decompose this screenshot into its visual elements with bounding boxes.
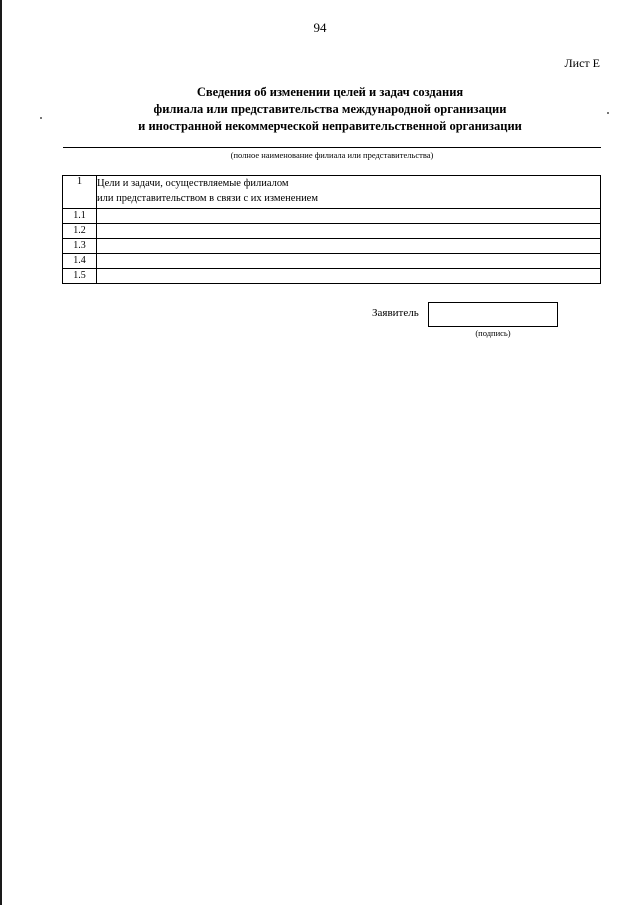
header-text-line-1: Цели и задачи, осуществляемые филиалом (97, 178, 289, 189)
goals-table (62, 175, 601, 284)
header-text-line-2: или представительством в связи с их изменением (97, 193, 318, 204)
scan-artifact-dot (40, 117, 42, 119)
page-number: 94 (313, 20, 327, 35)
row-number: 1.1 (63, 209, 97, 224)
table-row (63, 239, 601, 254)
row-number: 1.4 (63, 254, 97, 269)
header-number-cell: 1 (63, 176, 97, 209)
sheet-label: Лист Е (564, 56, 600, 70)
row-value-cell[interactable] (97, 254, 601, 269)
row-value-cell[interactable] (97, 224, 601, 239)
row-value-cell[interactable] (97, 209, 601, 224)
table-header-row (63, 176, 601, 209)
title-line-3: и иностранной некоммерческой неправительственной организации (138, 119, 522, 133)
applicant-label: Заявитель (372, 307, 419, 319)
title-line-1: Сведения об изменении целей и задач создания (196, 85, 464, 99)
table-row (63, 209, 601, 224)
table-row (63, 224, 601, 239)
organization-name-line[interactable] (63, 147, 601, 148)
row-number: 1.5 (63, 269, 97, 284)
row-value-cell[interactable] (97, 269, 601, 284)
header-text-cell (97, 176, 601, 209)
page-border-line (0, 0, 2, 905)
row-number: 1.3 (63, 239, 97, 254)
document-title (60, 84, 600, 135)
table-row (63, 269, 601, 284)
row-value-cell[interactable] (97, 239, 601, 254)
row-number: 1.2 (63, 224, 97, 239)
table-row (63, 254, 601, 269)
signature-caption: (подпись) (475, 328, 511, 338)
organization-name-caption: (полное наименование филиала или представительства) (230, 150, 434, 160)
signature-box[interactable] (428, 302, 558, 327)
scan-artifact-dot (607, 112, 609, 114)
title-line-2: филиала или представительства международной организации (153, 102, 507, 116)
